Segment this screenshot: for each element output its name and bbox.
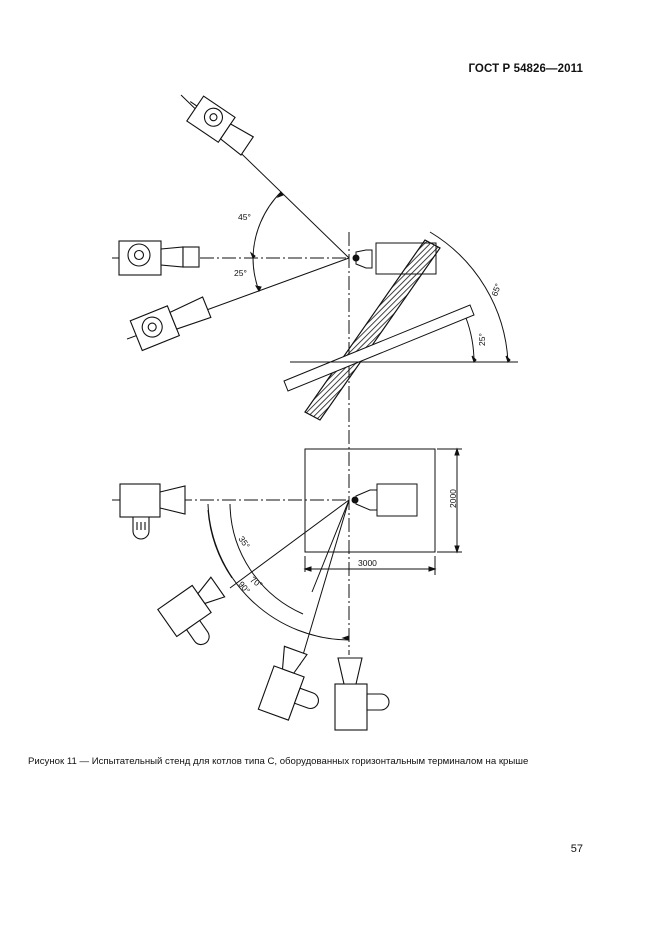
- document-header: ГОСТ Р 54826—2011: [468, 63, 583, 75]
- boiler-plan-70: [258, 645, 332, 727]
- boiler-plan-0: [120, 484, 185, 539]
- label-dim-2000: 2000: [448, 489, 458, 508]
- boiler-45: [180, 92, 256, 157]
- figure-caption: Рисунок 11 — Испытательный стенд для котлов типа С, оборудованных горизонтальным терминалом на крыше: [28, 756, 529, 767]
- arc-25-right: [466, 318, 474, 362]
- label-70: 70°: [248, 574, 265, 591]
- label-25-right: 25°: [477, 333, 487, 346]
- label-35: 35°: [236, 534, 253, 551]
- terminal-plan: [377, 484, 417, 516]
- label-dim-3000: 3000: [358, 558, 377, 568]
- label-25-left: 25°: [234, 268, 247, 278]
- page-number: 57: [570, 843, 583, 855]
- upper-view: [112, 95, 518, 655]
- boiler-plan-90: [335, 658, 389, 730]
- label-65: 65°: [489, 282, 504, 298]
- lower-view: [112, 449, 462, 665]
- label-45: 45°: [238, 212, 251, 222]
- label-90: 90°: [236, 579, 253, 596]
- arc-45: [253, 192, 281, 258]
- boiler-plan-35: [158, 574, 240, 655]
- arc-35: [208, 510, 232, 578]
- boiler-horizontal: [119, 241, 199, 275]
- arc-70: [230, 504, 303, 614]
- boiler-25: [130, 292, 212, 350]
